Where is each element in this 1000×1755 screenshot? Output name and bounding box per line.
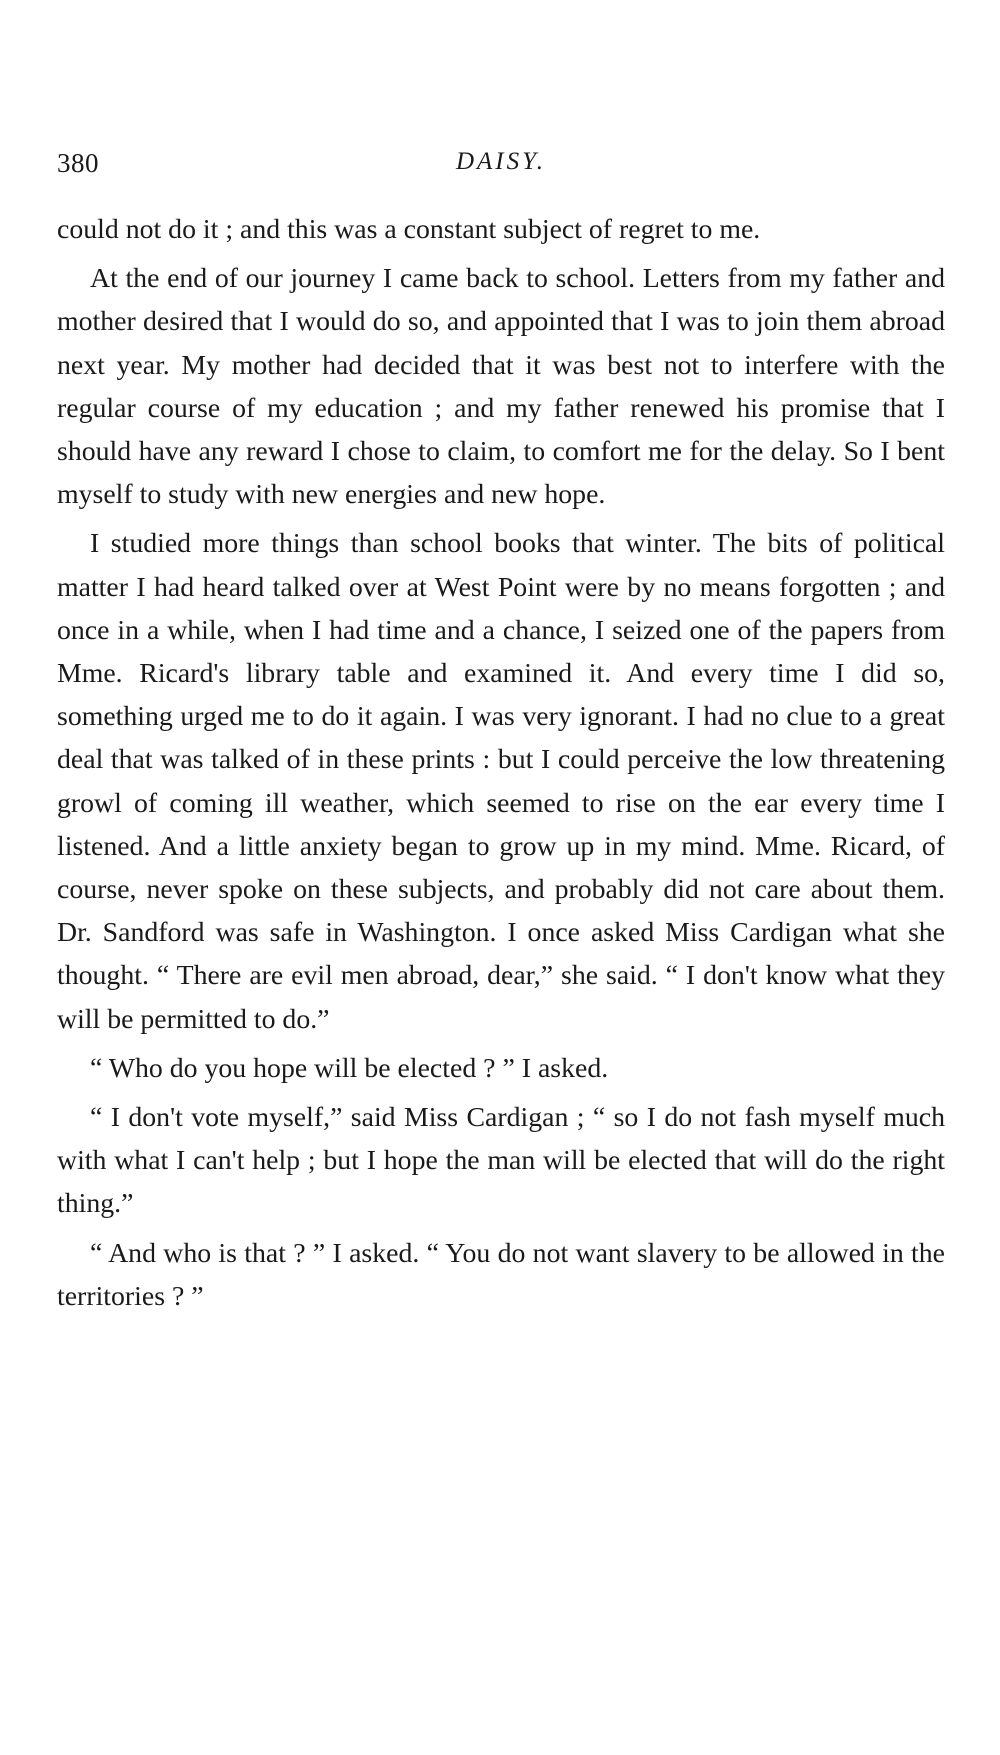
paragraph: “ I don't vote myself,” said Miss Cardigan ; “ so I do not fash myself much with what I can't help ; but I hope the man will be elected that will do the right thing.” <box>57 1102 945 1220</box>
paragraph: At the end of our journey I came back to school. Letters from my father and mother desired that I would do so, and appointed that I was to join them abroad next year. My mother had decided that it was best not to interfere with the regular course of my education ; and my father renewed his promise that I should have any reward I chose to claim, to comfort me for the delay. So I bent myself to study with new energies and new hope. <box>57 263 945 511</box>
running-head: DAISY. <box>455 148 546 175</box>
paragraph: “ Who do you hope will be elected ? ” I asked. <box>90 1052 609 1084</box>
page-header <box>57 148 945 188</box>
paragraph: I studied more things than school books that winter. The bits of political matter I had heard talked over at West Point were by no means forgotten ; and once in a while, when I had time and a chance, I seized one of the papers from Mme. Ricard's library table and examined it. And every time I did so, something urged me to do it again. I was very ignorant. I had no clue to a great deal that was talked of in these prints : but I could perceive the low threatening growl of coming ill weather, which seemed to rise on the ear every time I listened. And a little anxiety began to grow up in my mind. Mme. Ricard, of course, never spoke on these subjects, and probably did not care about them. Dr. Sandford was safe in Washington. I once asked Miss Cardigan what she thought. “ There are evil men abroad, dear,” she said. “ I don't know what they will be permitted to do.” <box>57 528 945 1035</box>
page-number: 380 <box>57 148 99 178</box>
body-text <box>57 208 945 1324</box>
paragraph: “ And who is that ? ” I asked. “ You do not want slavery to be allowed in the territories ? ” <box>57 1237 945 1312</box>
paragraph-continuation: could not do it ; and this was a constant subject of regret to me. <box>57 214 761 245</box>
